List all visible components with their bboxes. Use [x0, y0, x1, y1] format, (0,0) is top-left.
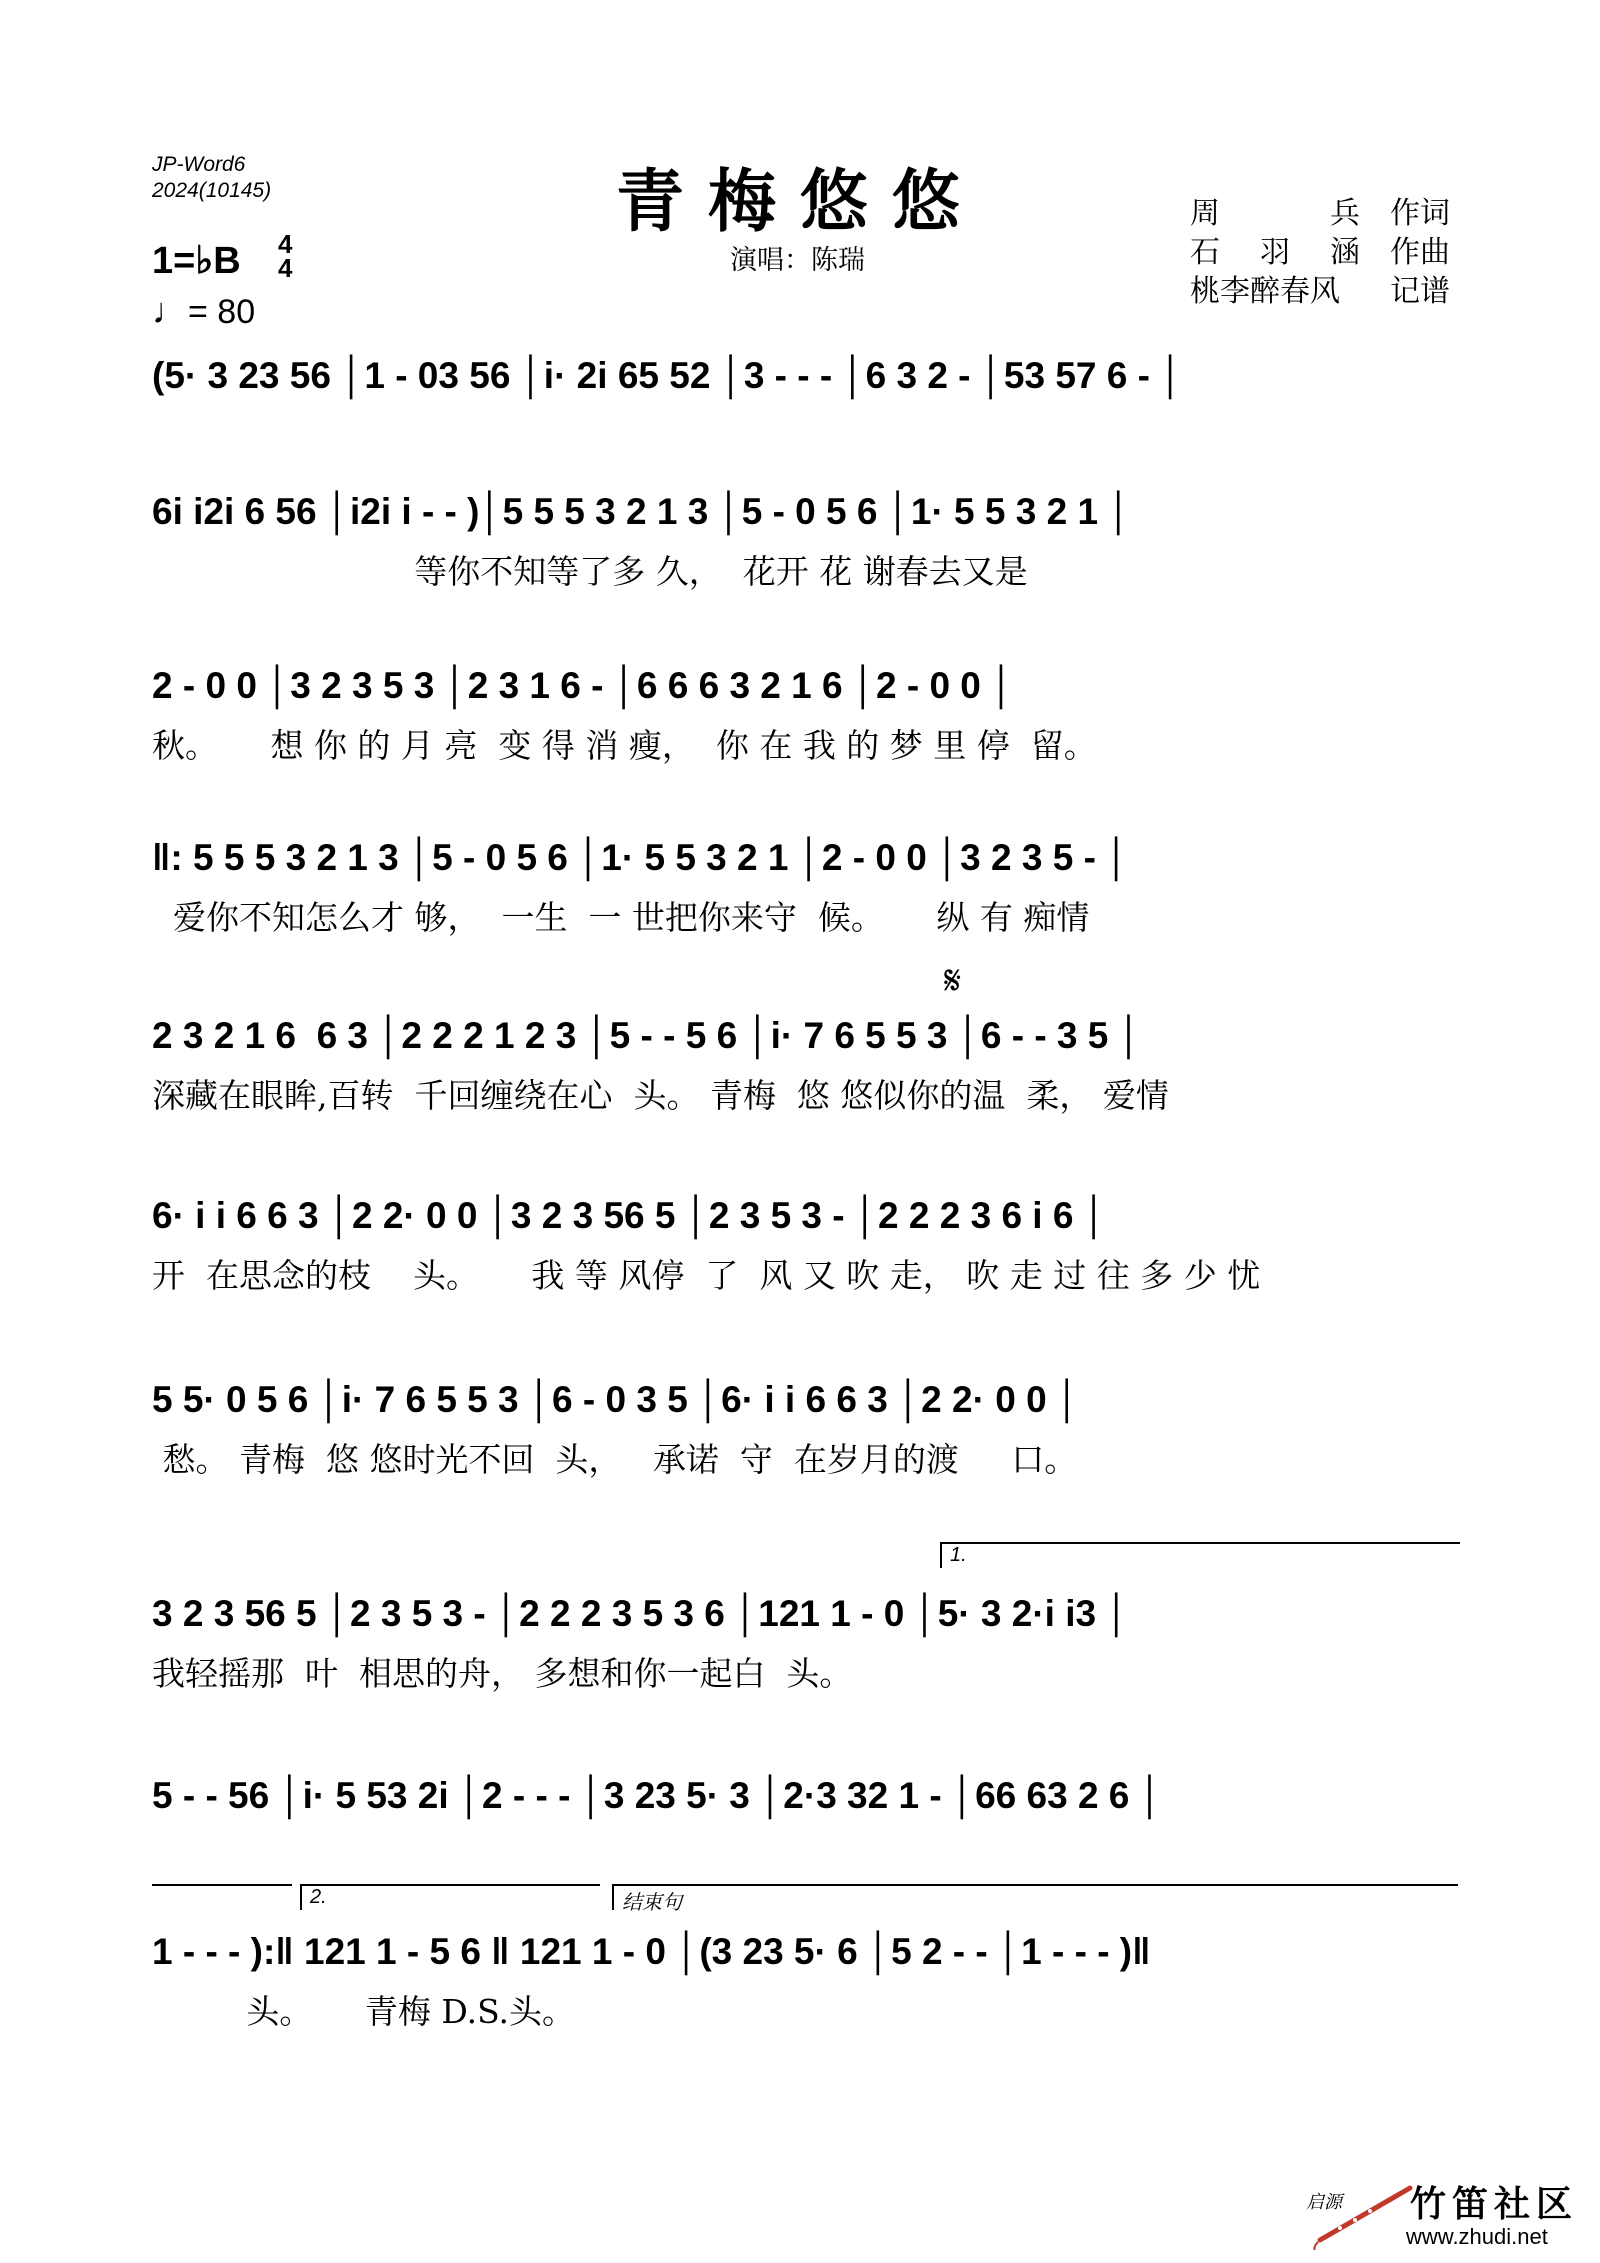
score-line-3-lyrics: 秋。 想 你 的 月 亮 变 得 消 瘦， 你 在 我 的 梦 里 停 留。 [152, 726, 1097, 765]
score-line-8-lyrics: 我轻摇那 叶 相思的舟， 多想和你一起白 头。 [152, 1654, 853, 1693]
volta-1-bracket: 1. [940, 1542, 1460, 1568]
score-line-6-notes: 6· i i 6 6 3 │2 2· 0 0 │3 2 3 56 5 │2 3 5 3 - │2 2 2 3 6 i 6 │ [152, 1195, 1107, 1236]
tempo-marking: ♩= 80 [152, 290, 256, 331]
volta-2-bracket: 2. [300, 1884, 600, 1910]
ending-bracket: 结束句 [612, 1884, 1458, 1910]
score-line-9-notes: 5 - - 56 │i· 5 53 2i │2 - - - │3 23 5· 3 │2·3 32 1 - │66 63 2 6 │ [152, 1775, 1163, 1816]
watermark-name: 竹笛社区 [1410, 2183, 1579, 2225]
watermark-url: www.zhudi.net [1406, 2224, 1548, 2249]
score-line-2-notes: 6i i2i 6 56 │i2i i - - )│5 5 5 3 2 1 3 │5 - 0 5 6 │1· 5 5 3 2 1 │ [152, 491, 1132, 532]
key-signature: 1=♭B [152, 240, 241, 282]
watermark-small-text: 启源 [1306, 2192, 1342, 2213]
volta-continuation [152, 1884, 292, 1910]
segno-icon: 𝄋 [944, 958, 962, 1004]
source-line-1: JP-Word6 [152, 153, 246, 176]
score-line-7-lyrics: 愁。 青梅 悠 悠时光不回 头， 承诺 守 在岁月的渡 口。 [152, 1440, 1078, 1479]
credit-lyricist: 周 兵 作词 [1190, 196, 1450, 231]
score-line-4-lyrics: 爱你不知怎么才 够， 一生 一 世把你来守 候。 纵 有 痴情 [152, 898, 1090, 937]
singer: 演唱：陈瑞 [730, 245, 865, 276]
score-line-2-lyrics: 等你不知等了多 久， 花开 花 谢春去又是 [152, 552, 1028, 591]
score-line-1-notes: (5· 3 23 56 │1 - 03 56 │i· 2i 65 52 │3 - - - │6 3 2 - │53 57 6 - │ [152, 355, 1184, 396]
score-line-4-notes: ‖: 5 5 5 3 2 1 3 │5 - 0 5 6 │1· 5 5 3 2 1 │2 - 0 0 │3 2 3 5 - │ [152, 837, 1130, 878]
score-line-6-lyrics: 开 在思念的枝 头。 我 等 风停 了 风 又 吹 走， 吹 走 过 往 多 少 忧 [152, 1256, 1261, 1295]
quarter-note-icon: ♩ [152, 290, 188, 331]
score-line-7-notes: 5 5· 0 5 6 │i· 7 6 5 5 3 │6 - 0 3 5 │6· i i 6 6 3 │2 2· 0 0 │ [152, 1379, 1081, 1420]
source-line-2: 2024(10145) [152, 179, 272, 202]
credit-transcriber: 桃李醉春风 记谱 [1190, 274, 1450, 309]
score-line-10-notes: 1 - - - ):‖ 121 1 - 5 6 ‖ 121 1 - 0 │(3 23 5· 6 │5 2 - - │1 - - - )‖ [152, 1931, 1151, 1972]
credits [1190, 194, 1450, 311]
credit-composer: 石 羽 涵 作曲 [1190, 235, 1450, 270]
score-line-8-notes: 3 2 3 56 5 │2 3 5 3 - │2 2 2 3 5 3 6 │121 1 - 0 │5· 3 2·i i3 │ [152, 1593, 1130, 1634]
time-signature: 4 4 [278, 229, 293, 283]
score-line-5-lyrics: 深藏在眼眸,百转 千回缠绕在心 头。 青梅 悠 悠似你的温 柔， 爱情 [152, 1076, 1169, 1115]
score-line-5-notes: 2 3 2 1 6 6 3 │2 2 2 1 2 3 │5 - - 5 6 │i· 7 6 5 5 3 │6 - - 3 5 │ [152, 1015, 1142, 1056]
score-line-10-lyrics: 头。 青梅 D.S.头。 [152, 1992, 576, 2031]
song-title: 青梅悠悠 [615, 162, 984, 242]
score-line-3-notes: 2 - 0 0 │3 2 3 5 3 │2 3 1 6 - │6 6 6 3 2 1 6 │2 - 0 0 │ [152, 665, 1015, 706]
